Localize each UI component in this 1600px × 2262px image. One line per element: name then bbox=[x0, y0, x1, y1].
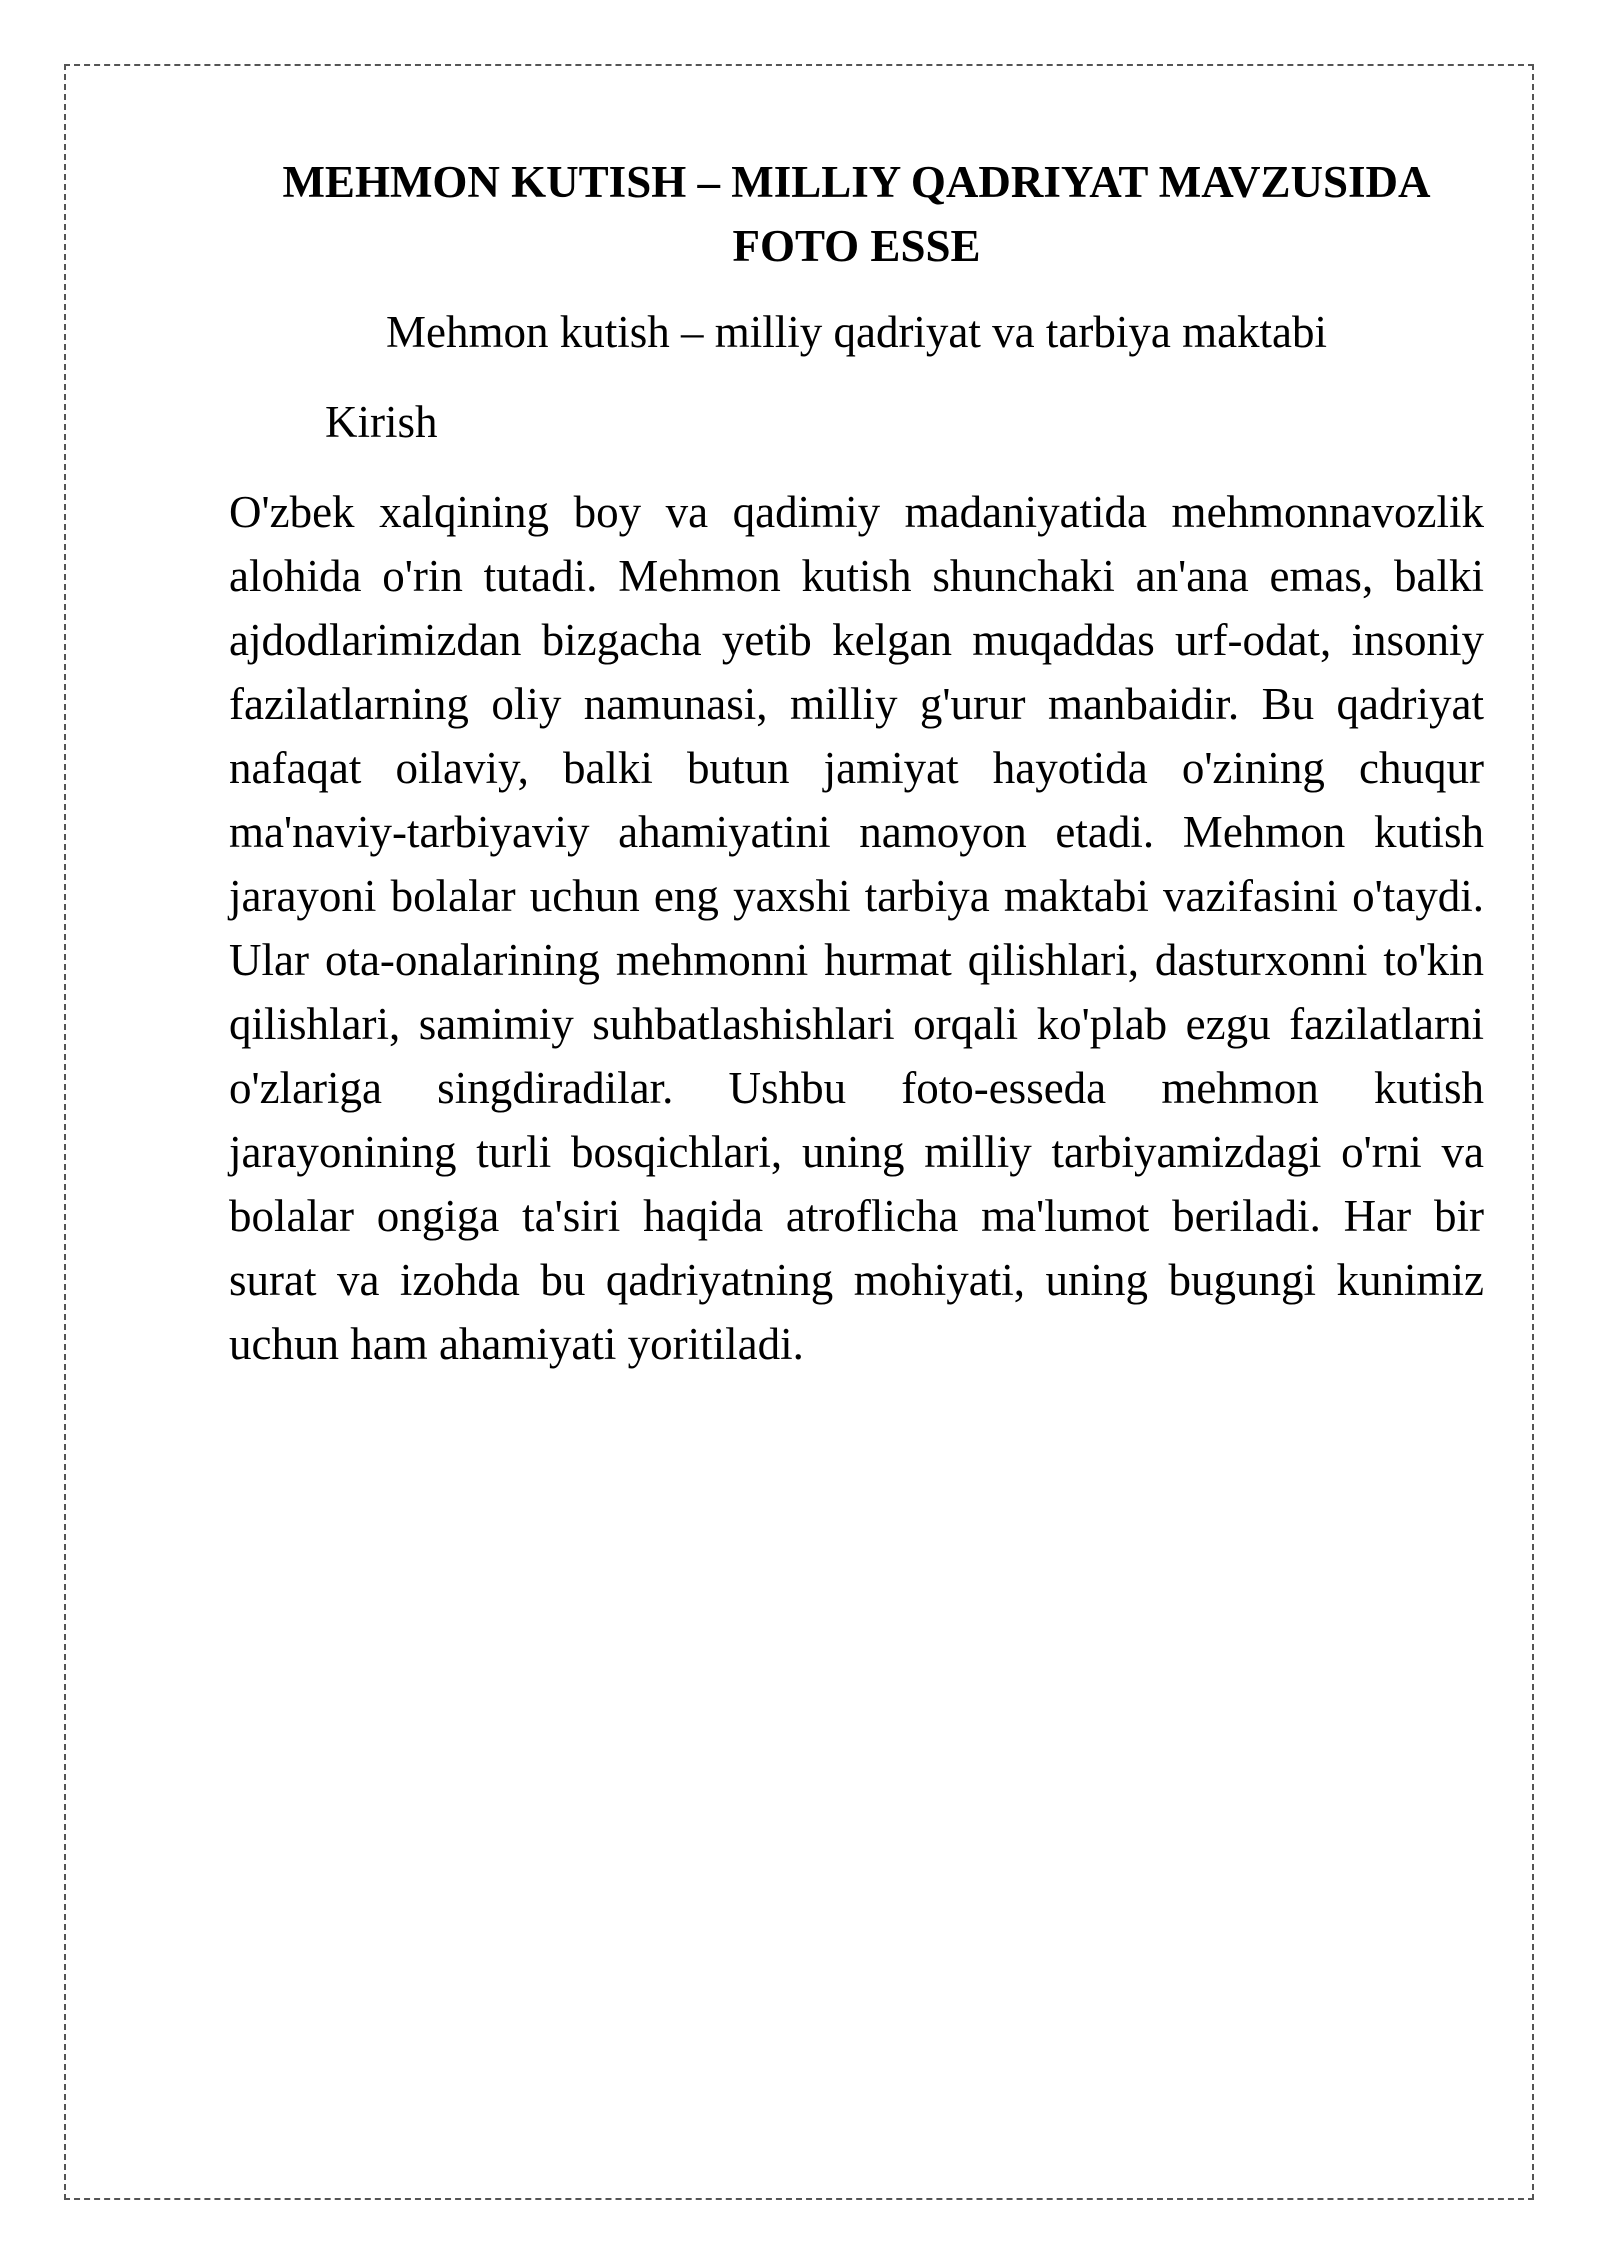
body-paragraph: O'zbek xalqining boy va qadimiy madaniyatida mehmonnavozlik alohida o'rin tutadi. Mehmon kutish shunchaki an'ana emas, balki ajdodlarimizdan bizgacha yetib kelgan muqaddas urf-odat, insoniy fazilatlarning oliy namunasi, milliy g'urur manbaidir. Bu qadriyat nafaqat oilaviy, balki butun jamiyat hayotida o'zining chuqur ma'naviy-tarbiyaviy ahamiyatini namoyon etadi. Mehmon kutish jarayoni bolalar uchun eng yaxshi tarbiya maktabi vazifasini o'taydi. Ular ota-onalarining mehmonni hurmat qilishlari, dasturxonni to'kin qilishlari, samimiy suhbatlashishlari orqali ko'plab ezgu fazilatlarni o'zlariga singdiradilar. Ushbu foto-esseda mehmon kutish jarayonining turli bosqichlari, uning milliy tarbiyamizdagi o'rni va bolalar ongiga ta'siri haqida atroflicha ma'lumot beriladi. Har bir surat va izohda bu qadriyatning mohiyati, uning bugungi kunimiz uchun ham ahamiyati yoritiladi. bbox=[229, 487, 1484, 1369]
document-content bbox=[229, 150, 1484, 1376]
document-title: MEHMON KUTISH – MILLIY QADRIYAT MAVZUSIDA FOTO ESSE bbox=[282, 157, 1431, 271]
document-subtitle: Mehmon kutish – milliy qadriyat va tarbiya maktabi bbox=[385, 307, 1328, 357]
section-heading: Kirish bbox=[325, 397, 438, 447]
